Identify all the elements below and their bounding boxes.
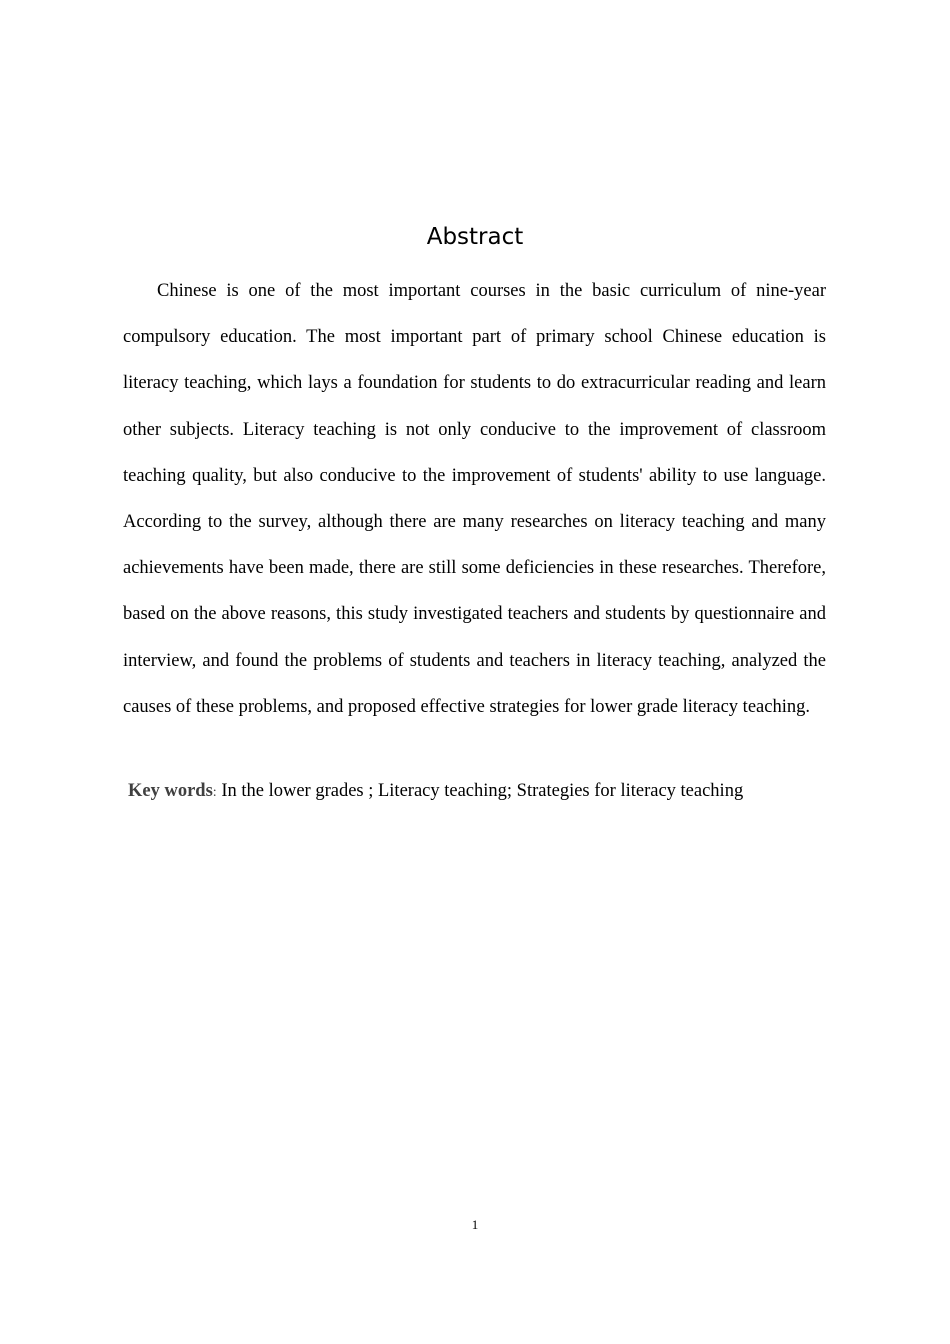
keywords-label: Key words	[128, 781, 213, 801]
keywords-separator: :	[212, 785, 217, 800]
abstract-body: Chinese is one of the most important courses in the basic curriculum of nine-year compulsory education. The most important part of primary school Chinese education is literacy teaching, which lays a foundation for students to do extracurricular reading and learn other subjects. Literacy teaching is not only conducive to the improvement of classroom teaching quality, but also conducive to the improvement of students' ability to use language. According to the survey, although there are many researches on literacy teaching and many achievements have been made, there are still some deficiencies in these researches. Therefore, based on the above reasons, this study investigated teachers and students by questionnaire and interview, and found the problems of students and teachers in literacy teaching, analyzed the causes of these problems, and proposed effective strategies for lower grade literacy teaching.	[123, 281, 826, 717]
keywords-text: In the lower grades ; Literacy teaching; Strategies for literacy teaching	[216, 781, 744, 801]
keywords-line	[128, 776, 828, 808]
page-number: 1	[471, 1217, 479, 1232]
abstract-title: Abstract	[426, 224, 524, 250]
